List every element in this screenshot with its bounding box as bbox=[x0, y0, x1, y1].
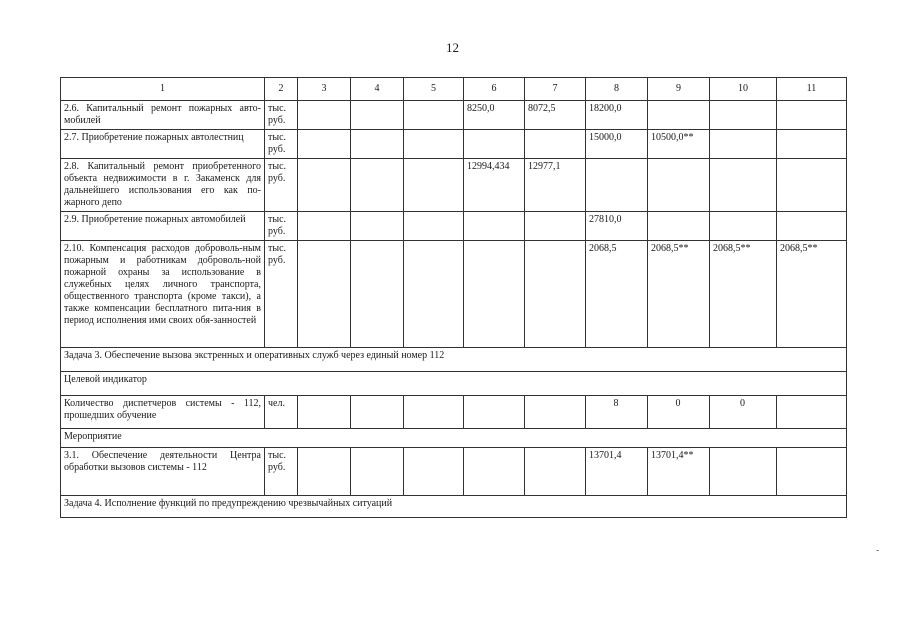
section-title: Мероприятие bbox=[61, 429, 847, 448]
table-row bbox=[61, 241, 847, 348]
column-header: 11 bbox=[777, 78, 847, 101]
row-label: Количество диспетчеров системы - 112, прошедших обучение bbox=[61, 396, 265, 429]
table-row bbox=[61, 212, 847, 241]
column-header: 7 bbox=[525, 78, 586, 101]
value-cell-col-4 bbox=[351, 130, 404, 159]
value-cell-col-10 bbox=[710, 448, 777, 496]
table-row bbox=[61, 448, 847, 496]
table-row bbox=[61, 159, 847, 212]
value-cell-col-3 bbox=[298, 396, 351, 429]
section-row bbox=[61, 348, 847, 372]
section-row bbox=[61, 372, 847, 396]
value-cell-col-11 bbox=[777, 212, 847, 241]
value-cell-col-11 bbox=[777, 159, 847, 212]
value-cell-col-6 bbox=[464, 241, 525, 348]
value-cell-col-9: 2068,5** bbox=[648, 241, 710, 348]
value-cell-col-6 bbox=[464, 130, 525, 159]
table-row bbox=[61, 101, 847, 130]
section-row bbox=[61, 496, 847, 518]
column-header: 6 bbox=[464, 78, 525, 101]
value-cell-col-10 bbox=[710, 159, 777, 212]
value-cell-col-3 bbox=[298, 130, 351, 159]
value-cell-col-8: 15000,0 bbox=[586, 130, 648, 159]
row-label: 2.8. Капитальный ремонт приобретенного объекта недвижимости в г. Закаменск для дальнейшего использования его как по-жарного депо bbox=[61, 159, 265, 212]
unit-cell: тыс. руб. bbox=[265, 212, 298, 241]
value-cell-col-7 bbox=[525, 241, 586, 348]
column-header: 8 bbox=[586, 78, 648, 101]
value-cell-col-9: 13701,4** bbox=[648, 448, 710, 496]
value-cell-col-8 bbox=[586, 159, 648, 212]
value-cell-col-8: 8 bbox=[586, 396, 648, 429]
value-cell-col-10: 2068,5** bbox=[710, 241, 777, 348]
value-cell-col-4 bbox=[351, 101, 404, 130]
column-header: 2 bbox=[265, 78, 298, 101]
value-cell-col-8: 2068,5 bbox=[586, 241, 648, 348]
value-cell-col-7: 8072,5 bbox=[525, 101, 586, 130]
value-cell-col-9 bbox=[648, 101, 710, 130]
row-label: 2.7. Приобретение пожарных автолестниц bbox=[61, 130, 265, 159]
column-header: 10 bbox=[710, 78, 777, 101]
section-row bbox=[61, 429, 847, 448]
table-row bbox=[61, 396, 847, 429]
value-cell-col-5 bbox=[404, 448, 464, 496]
value-cell-col-10: 0 bbox=[710, 396, 777, 429]
page-number: 12 bbox=[446, 40, 459, 55]
value-cell-col-11 bbox=[777, 101, 847, 130]
unit-cell: тыс. руб. bbox=[265, 241, 298, 348]
value-cell-col-3 bbox=[298, 241, 351, 348]
value-cell-col-9 bbox=[648, 159, 710, 212]
value-cell-col-11 bbox=[777, 396, 847, 429]
margin-mark: - bbox=[876, 545, 880, 556]
value-cell-col-3 bbox=[298, 212, 351, 241]
row-label: 2.9. Приобретение пожарных автомобилей bbox=[61, 212, 265, 241]
unit-cell: тыс. руб. bbox=[265, 159, 298, 212]
column-header: 4 bbox=[351, 78, 404, 101]
value-cell-col-11: 2068,5** bbox=[777, 241, 847, 348]
column-header: 1 bbox=[61, 78, 265, 101]
program-table bbox=[60, 77, 847, 518]
value-cell-col-7 bbox=[525, 212, 586, 241]
value-cell-col-3 bbox=[298, 101, 351, 130]
value-cell-col-9 bbox=[648, 212, 710, 241]
value-cell-col-8: 18200,0 bbox=[586, 101, 648, 130]
unit-cell: тыс. руб. bbox=[265, 101, 298, 130]
value-cell-col-6: 12994,434 bbox=[464, 159, 525, 212]
value-cell-col-10 bbox=[710, 212, 777, 241]
value-cell-col-11 bbox=[777, 130, 847, 159]
value-cell-col-7: 12977,1 bbox=[525, 159, 586, 212]
section-title: Задача 3. Обеспечение вызова экстренных и оперативных служб через единый номер 112 bbox=[61, 348, 847, 372]
value-cell-col-5 bbox=[404, 396, 464, 429]
row-label: 3.1. Обеспечение деятельности Центра обработки вызовов системы - 112 bbox=[61, 448, 265, 496]
value-cell-col-5 bbox=[404, 159, 464, 212]
value-cell-col-3 bbox=[298, 159, 351, 212]
value-cell-col-3 bbox=[298, 448, 351, 496]
value-cell-col-9: 0 bbox=[648, 396, 710, 429]
value-cell-col-11 bbox=[777, 448, 847, 496]
unit-cell: чел. bbox=[265, 396, 298, 429]
column-header: 3 bbox=[298, 78, 351, 101]
value-cell-col-6: 8250,0 bbox=[464, 101, 525, 130]
value-cell-col-4 bbox=[351, 396, 404, 429]
table-row bbox=[61, 130, 847, 159]
section-title: Целевой индикатор bbox=[61, 372, 847, 396]
value-cell-col-7 bbox=[525, 396, 586, 429]
unit-cell: тыс. руб. bbox=[265, 130, 298, 159]
value-cell-col-5 bbox=[404, 241, 464, 348]
value-cell-col-4 bbox=[351, 448, 404, 496]
unit-cell: тыс. руб. bbox=[265, 448, 298, 496]
value-cell-col-10 bbox=[710, 101, 777, 130]
value-cell-col-5 bbox=[404, 130, 464, 159]
value-cell-col-8: 13701,4 bbox=[586, 448, 648, 496]
value-cell-col-7 bbox=[525, 130, 586, 159]
column-header: 9 bbox=[648, 78, 710, 101]
value-cell-col-5 bbox=[404, 101, 464, 130]
value-cell-col-8: 27810,0 bbox=[586, 212, 648, 241]
value-cell-col-4 bbox=[351, 212, 404, 241]
row-label: 2.10. Компенсация расходов доброволь-ным пожарным и работникам доброволь-ной пожарной охраны за использование в служебных целях личного транспорта, общественного транспорта (кроме такси), а также компенсации бесплатного пита-ния в период исполнения ими своих обя-занностей bbox=[61, 241, 265, 348]
value-cell-col-4 bbox=[351, 241, 404, 348]
table-header-row bbox=[61, 78, 847, 101]
value-cell-col-7 bbox=[525, 448, 586, 496]
row-label: 2.6. Капитальный ремонт пожарных авто-мобилей bbox=[61, 101, 265, 130]
value-cell-col-6 bbox=[464, 396, 525, 429]
section-title: Задача 4. Исполнение функций по предупреждению чрезвычайных ситуаций bbox=[61, 496, 847, 518]
value-cell-col-6 bbox=[464, 448, 525, 496]
value-cell-col-6 bbox=[464, 212, 525, 241]
column-header: 5 bbox=[404, 78, 464, 101]
value-cell-col-10 bbox=[710, 130, 777, 159]
value-cell-col-4 bbox=[351, 159, 404, 212]
value-cell-col-5 bbox=[404, 212, 464, 241]
value-cell-col-9: 10500,0** bbox=[648, 130, 710, 159]
